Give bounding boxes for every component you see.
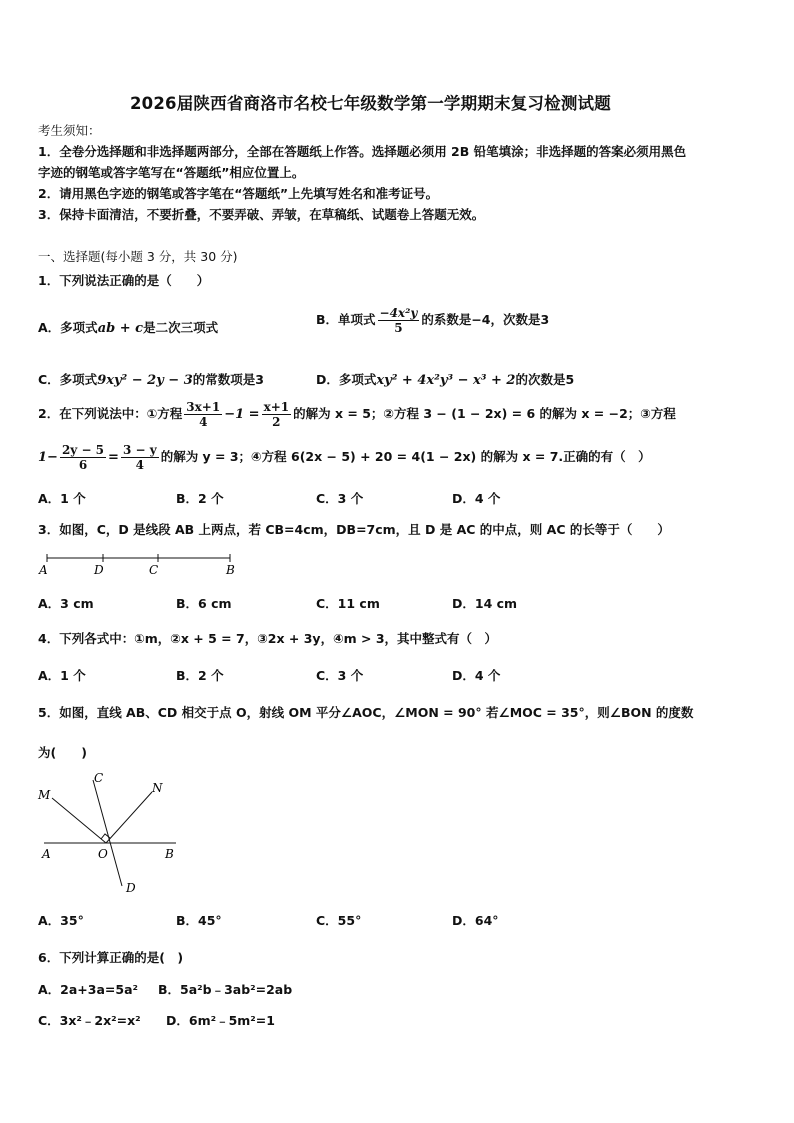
notice-heading: 考生须知：	[38, 123, 101, 138]
q5-option-d: D．64°	[452, 913, 499, 928]
point-label-c: C	[149, 563, 159, 577]
point-label-d: D	[126, 881, 136, 895]
q3-option-d: D．14 cm	[452, 596, 518, 611]
q2-option-d: D．4 个	[452, 491, 501, 506]
notice-item: 3．保持卡面清洁，不要折叠，不要弄破、弄皱，在草稿纸、试题卷上答题无效。	[38, 207, 485, 222]
q1-stem: 1．下列说法正确的是（ ）	[38, 273, 210, 288]
q5-angle-figure	[34, 768, 194, 898]
fraction: $\frac{\text{−4x²y}}{5}$	[379, 306, 418, 335]
q2-stem-line2: 1− $\frac{2y - 5}{6}$ = $\frac{3 - y}{4}$ 的解为 y = 3；④方程 6(2x − 5) + 20 = 4(1 − 2x) 的解为 x = 7.正确的有（ ）	[38, 443, 651, 472]
section-heading: 一、选择题(每小题 3 分，共 30 分)	[38, 249, 238, 264]
point-label-n: N	[152, 781, 163, 795]
notice-item: 2．请用黑色字迹的钢笔或答字笔在“答题纸”上先填写姓名和准考证号。	[38, 186, 439, 201]
q5-stem-line2: 为( )	[38, 745, 87, 760]
q3-option-a: A．3 cm	[38, 596, 94, 611]
q3-option-b: B．6 cm	[176, 596, 232, 611]
q4-option-a: A．1 个	[38, 668, 86, 683]
notice-item: 1．全卷分选择题和非选择题两部分，全部在答题纸上作答。选择题必须用 2B 铅笔填涂；非选择题的答案必须用黑色	[38, 144, 687, 159]
point-label-c: C	[94, 771, 104, 785]
q6-stem: 6．下列计算正确的是( )	[38, 950, 184, 965]
q2-option-a: A．1 个	[38, 491, 86, 506]
q4-option-b: B．2 个	[176, 668, 224, 683]
q1-option-c: C．多项式9xy² − 2y − 3的常数项是3	[38, 372, 264, 388]
point-label-a: A	[42, 847, 51, 861]
q5-option-c: C．55°	[316, 913, 362, 928]
page-title: 2026届陕西省商洛市名校七年级数学第一学期期末复习检测试题	[130, 94, 611, 113]
q6-option-a: A．2a+3a=5a²	[38, 982, 138, 997]
q1-option-b: B．单项式 $\frac{\text{−4x²y}}{5}$ 的系数是−4，次数是3	[316, 306, 550, 335]
point-label-d: D	[94, 563, 104, 577]
q2-option-c: C．3 个	[316, 491, 364, 506]
q3-option-c: C．11 cm	[316, 596, 380, 611]
q4-option-c: C．3 个	[316, 668, 364, 683]
q6-option-b: B．5a²b﹣3ab²=2ab	[158, 982, 293, 997]
q1-option-d: D．多项式xy² + 4x²y³ − x³ + 2的次数是5	[316, 372, 575, 388]
q5-option-a: A．35°	[38, 913, 84, 928]
point-label-a: A	[39, 563, 48, 577]
q6-option-d: D．6m²﹣5m²=1	[166, 1013, 275, 1028]
q2-option-b: B．2 个	[176, 491, 224, 506]
q4-option-d: D．4 个	[452, 668, 501, 683]
point-label-b: B	[165, 847, 174, 861]
q3-segment-figure	[36, 550, 246, 578]
q5-stem-line1: 5．如图，直线 AB、CD 相交于点 O，射线 OM 平分∠AOC，∠MON = 90° 若∠MOC = 35°，则∠BON 的度数	[38, 705, 694, 720]
q4-stem: 4．下列各式中：①m，②x + 5 = 7，③2x + 3y，④m > 3，其中整式有（ ）	[38, 631, 498, 646]
point-label-m: M	[38, 788, 51, 802]
point-label-b: B	[226, 563, 235, 577]
q1-option-a: A．多项式ab + c是二次三项式	[38, 320, 219, 336]
q2-stem-line1: 2．在下列说法中：①方程 $\frac{3x+1}{4}$ −1 = $\frac{x+1}{2}$ 的解为 x = 5；②方程 3 − (1 − 2x) = 6 的解为 x = −2；③方程	[38, 400, 676, 429]
q6-option-c: C．3x²﹣2x²=x²	[38, 1013, 141, 1028]
q3-stem: 3．如图，C，D 是线段 AB 上两点，若 CB=4cm，DB=7cm，且 D 是 AC 的中点，则 AC 的长等于（ ）	[38, 522, 670, 537]
q5-option-b: B．45°	[176, 913, 222, 928]
notice-item: 字迹的钢笔或答字笔写在“答题纸”相应位置上。	[38, 165, 305, 180]
point-label-o: O	[98, 847, 108, 861]
